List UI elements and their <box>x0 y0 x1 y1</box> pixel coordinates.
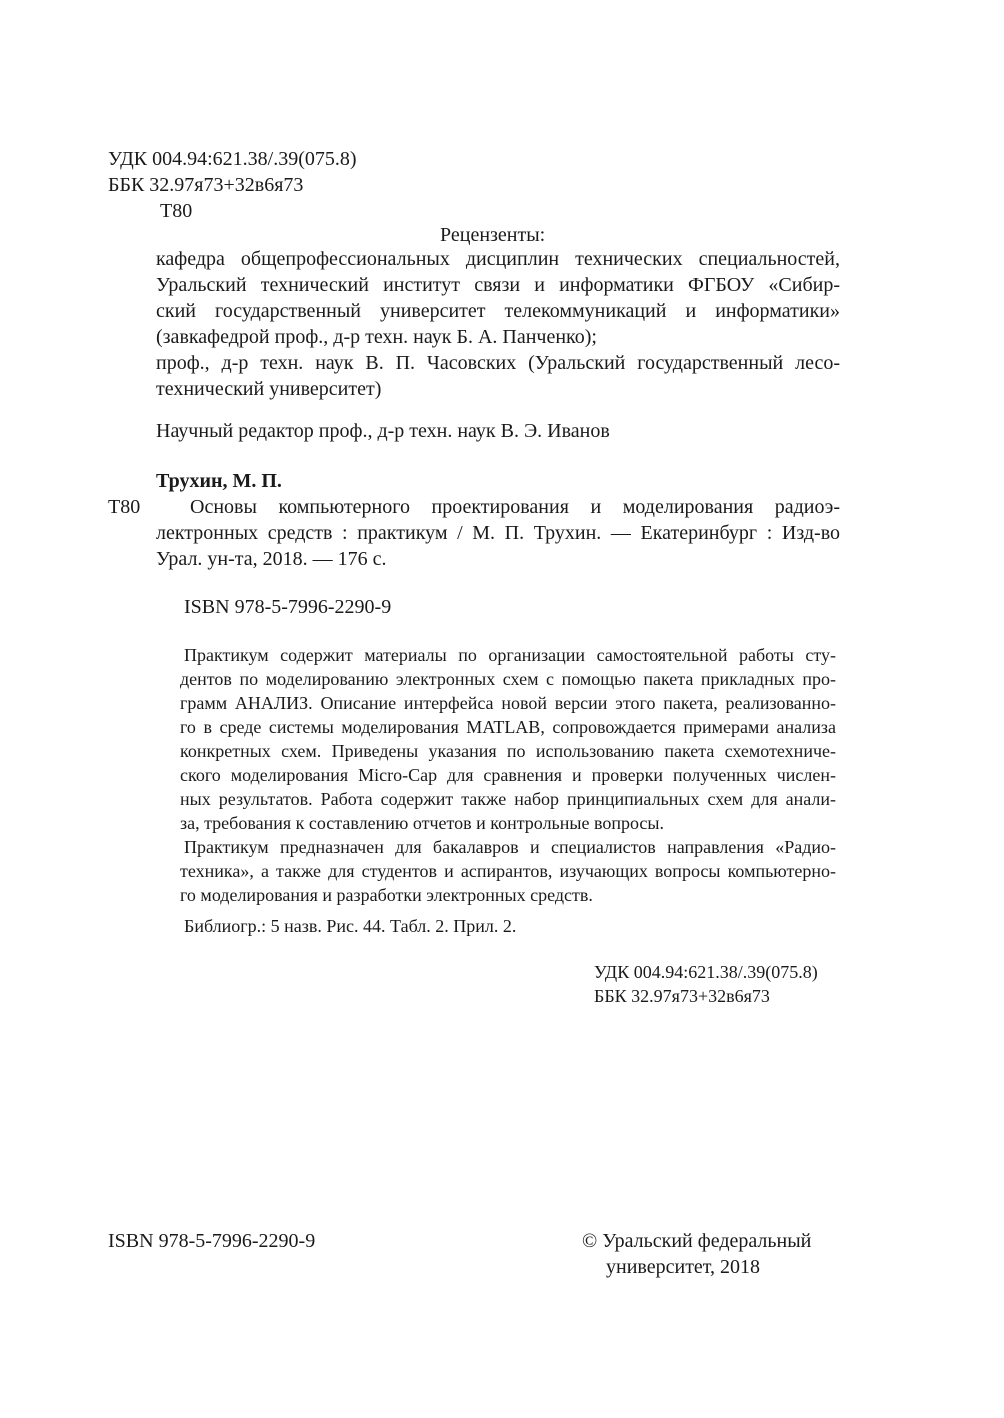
copyright-line-2: университет, 2018 <box>606 1256 761 1278</box>
entry-description <box>156 494 840 572</box>
entry-line: Основы компьютерного проектирования и моделирования радиоэ- <box>190 496 840 518</box>
annotation <box>180 643 836 907</box>
entry-line: Урал. ун-та, 2018. — 176 с. <box>156 548 387 570</box>
annotation-line: конкретных схем. Приведены указания по использованию пакета схемотехниче- <box>180 741 836 761</box>
entry-isbn: ISBN 978-5-7996-2290-9 <box>184 596 392 618</box>
annotation-line: дентов по моделированию электронных схем с помощью пакета прикладных про- <box>180 669 836 689</box>
reviewers-list <box>156 246 840 402</box>
annotation-line: го моделирования и разработки электронных средств. <box>180 885 593 905</box>
annotation-line: Практикум предназначен для бакалавров и специалистов направления «Радио- <box>184 837 836 857</box>
bbk-code: ББК 32.97я73+32в6я73 <box>108 174 304 196</box>
reviewer-line: проф., д-р техн. наук В. П. Часовских (Уральский государственный лесо- <box>156 352 840 374</box>
annotation-line: за, требования к составлению отчетов и контрольные вопросы. <box>180 813 665 833</box>
reviewers-heading: Рецензенты: <box>440 224 546 246</box>
copyright-line-1: © Уральский федеральный <box>582 1230 812 1252</box>
annotation-line: ных результатов. Работа содержит также набор принципиальных схем для анали- <box>180 789 836 809</box>
reviewer-line: Уральский технический институт связи и информатики ФГБОУ «Сибир- <box>156 274 840 296</box>
udk-code: УДК 004.94:621.38/.39(075.8) <box>108 148 357 170</box>
annotation-line: грамм АНАЛИЗ. Описание интерфейса новой версии этого пакета, реализованно- <box>180 693 836 713</box>
author-mark: Т80 <box>160 200 193 222</box>
entry-mark: Т80 <box>108 496 141 518</box>
reviewer-line: (завкафедрой проф., д-р техн. наук Б. А. Панченко); <box>156 326 597 348</box>
annotation-line: ского моделирования Micro-Cap для сравнения и проверки полученных числен- <box>180 765 836 785</box>
reviewer-line: кафедра общепрофессиональных дисциплин технических специальностей, <box>156 248 840 270</box>
reviewer-line: ский государственный университет телекоммуникаций и информатики» <box>156 300 840 322</box>
annotation-line: Практикум содержит материалы по организации самостоятельной работы сту- <box>184 645 836 665</box>
entry-author: Трухин, М. П. <box>156 470 282 492</box>
entry-line: лектронных средств : практикум / М. П. Трухин. — Екатеринбург : Изд-во <box>156 522 840 544</box>
footer-isbn: ISBN 978-5-7996-2290-9 <box>108 1230 316 1252</box>
bbk-code-repeat: ББК 32.97я73+32в6я73 <box>594 986 770 1006</box>
reviewer-line: технический университет) <box>156 378 382 400</box>
annotation-biblio: Библиогр.: 5 назв. Рис. 44. Табл. 2. Прил. 2. <box>184 916 517 936</box>
annotation-line: го в среде системы моделирования MATLAB, сопровождается примерами анализа <box>180 717 836 737</box>
scientific-editor: Научный редактор проф., д-р техн. наук В. Э. Иванов <box>156 420 610 442</box>
udk-code-repeat: УДК 004.94:621.38/.39(075.8) <box>594 962 818 982</box>
annotation-line: техника», а также для студентов и аспирантов, изучающих вопросы компьютерно- <box>180 861 836 881</box>
